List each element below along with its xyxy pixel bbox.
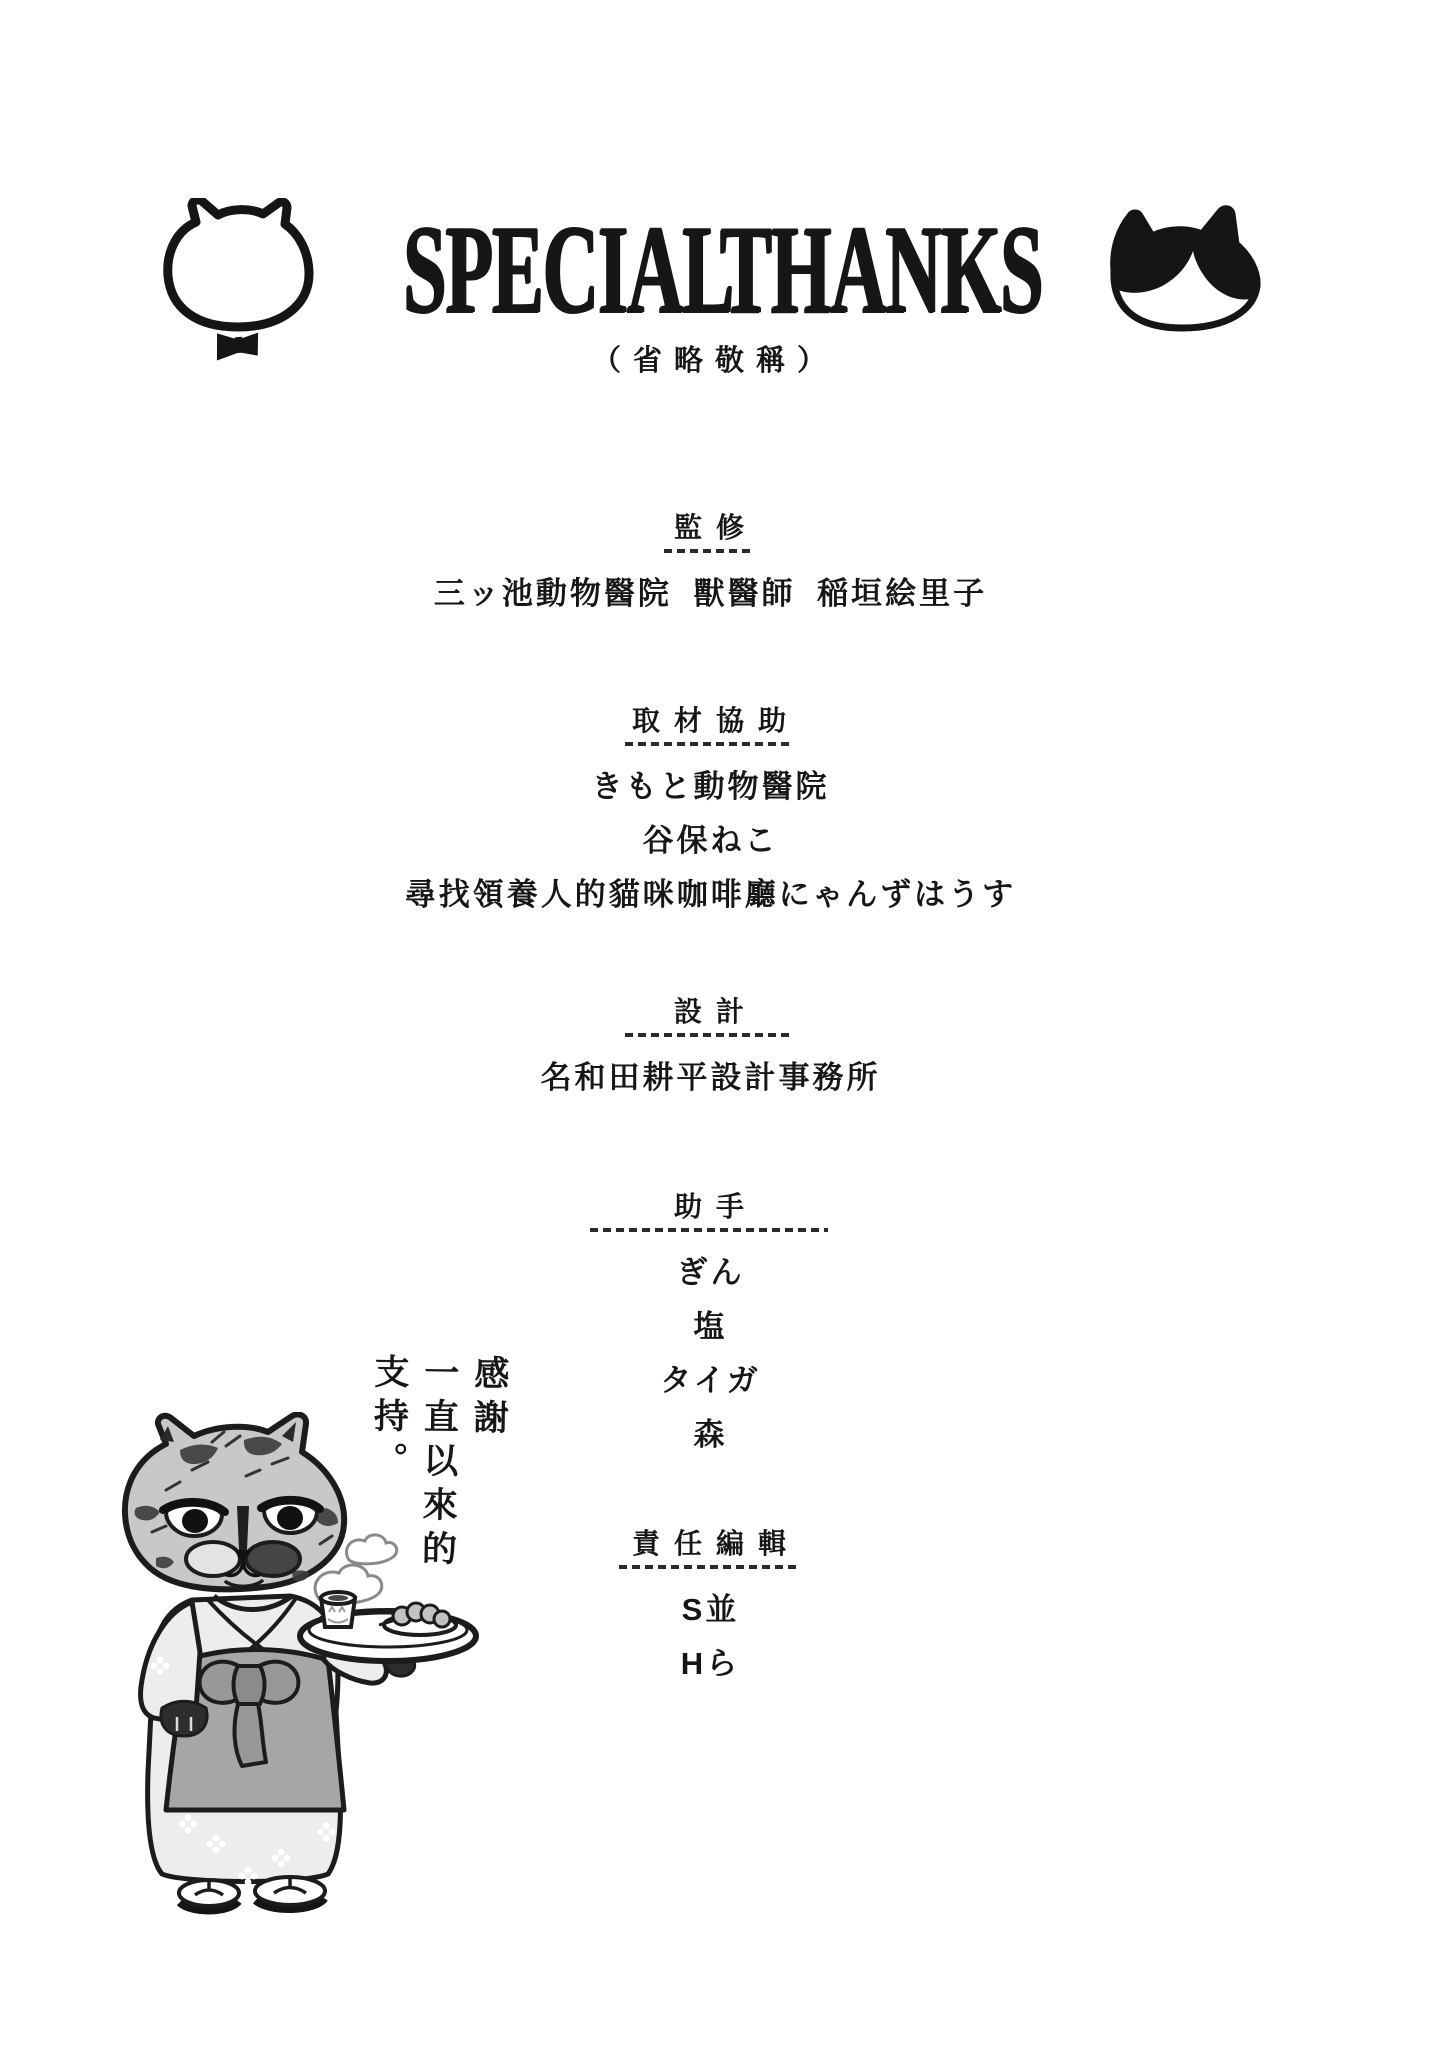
credit-entry: 三ッ池動物醫院 獸醫師 稲垣絵里子 — [433, 576, 988, 611]
dango-plate — [379, 1603, 456, 1635]
dashed-divider — [590, 1228, 828, 1232]
credit-entry: タイガ — [660, 1363, 761, 1398]
credit-entry: 谷保ねこ — [642, 823, 779, 858]
dashed-divider — [619, 1565, 799, 1569]
page-title: SPECIAL THANKS — [402, 201, 1043, 340]
tea-cup — [321, 1592, 355, 1627]
credit-entry: 尋找領養人的貓咪咖啡廳にゃんずはうす — [404, 877, 1017, 912]
message-line: 感謝 — [469, 1354, 510, 1443]
cat-head — [125, 1414, 344, 1589]
section-supervision — [0, 513, 1418, 621]
message-line: 一直以來的 — [417, 1353, 460, 1575]
credit-entry: きもと動物醫院 — [591, 769, 830, 804]
dashed-divider — [625, 1033, 793, 1037]
section-header: 責任編輯 — [631, 1528, 800, 1559]
tuxedo-cat-head-icon — [1098, 204, 1266, 334]
credit-entry: 塩 — [693, 1309, 728, 1344]
dashed-divider — [625, 742, 793, 746]
credit-entry: Hら — [680, 1646, 741, 1681]
message-line: 支持。 — [368, 1353, 410, 1486]
left-sleeve — [141, 1602, 208, 1736]
section-header: 取材協助 — [631, 705, 800, 736]
dashed-divider — [664, 549, 754, 553]
credit-entry: S並 — [681, 1592, 740, 1627]
credit-entry: 名和田耕平設計事務所 — [540, 1060, 881, 1095]
section-header: 設計 — [673, 996, 758, 1027]
section-design — [0, 997, 1418, 1105]
section-header: 監修 — [673, 512, 758, 543]
credit-entry: 森 — [693, 1417, 728, 1452]
credit-entry: ぎん — [676, 1255, 745, 1290]
honorifics-note: （省略敬稱） — [591, 345, 838, 377]
section-header: 助手 — [673, 1191, 758, 1222]
cat-waiter-illustration — [96, 1412, 481, 1917]
section-research-cooperation — [0, 706, 1418, 922]
serving-tray — [300, 1592, 476, 1661]
